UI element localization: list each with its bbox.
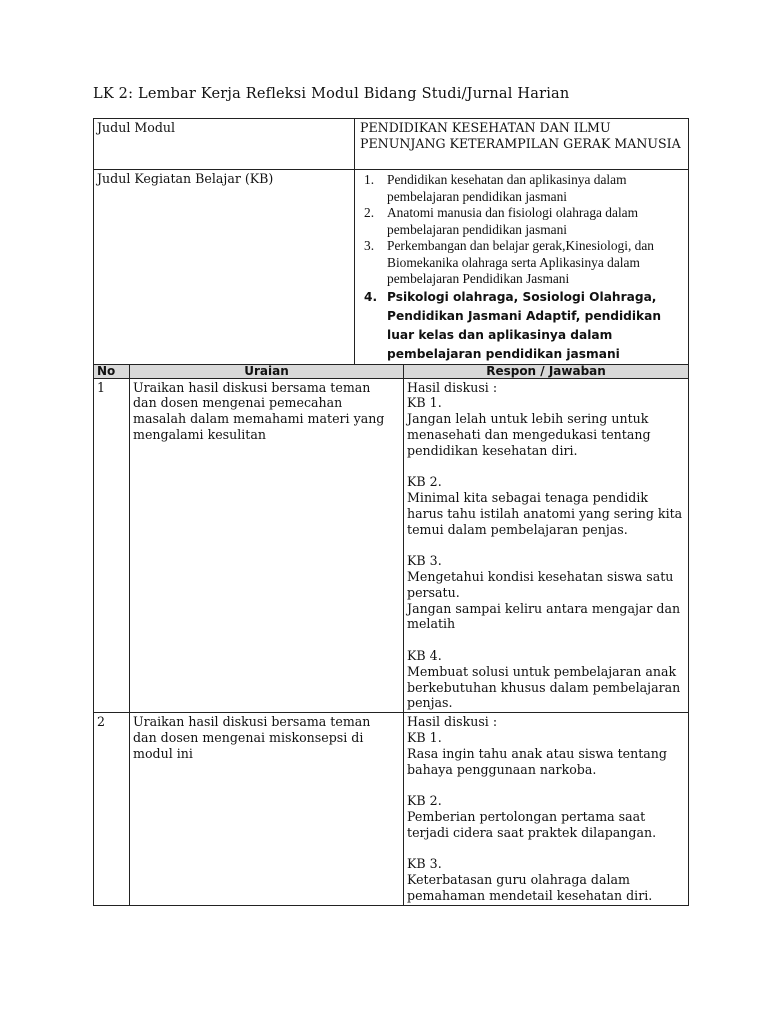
kb-label: KB 1. — [407, 730, 442, 746]
row-uraian: Uraikan hasil diskusi bersama teman dan dosen mengenai pemecahan masalah dalam memahami materi yang mengalami kesulitan — [130, 378, 404, 713]
row-respon — [404, 378, 689, 713]
respon-intro: Hasil diskusi : — [407, 379, 498, 395]
kb-text: Jangan lelah untuk lebih sering untuk menasehati dan mengedukasi tentang pendidikan kesehatan diri. — [407, 411, 651, 458]
activity-item-text: Perkembangan dan belajar gerak,Kinesiologi, dan Biomekanika olahraga serta Aplikasinya dalam pembelajaran Pendidikan Jasmani — [387, 238, 654, 286]
kb-label: KB 3. — [407, 553, 442, 569]
kb-text: Mengetahui kondisi kesehatan siswa satu persatu. — [407, 569, 674, 600]
activity-item-number: 3. — [364, 238, 375, 253]
kb-text: Pemberian pertolongan pertama saat terjadi cidera saat praktek dilapangan. — [407, 809, 657, 840]
activity-item-number: 4. — [364, 289, 378, 304]
activity-title-row — [94, 170, 689, 365]
document-title: LK 2: Lembar Kerja Refleksi Modul Bidang Studi/Jurnal Harian — [93, 86, 570, 102]
activity-item — [358, 288, 685, 364]
module-title-value: PENDIDIKAN KESEHATAN DAN ILMU PENUNJANG KETERAMPILAN GERAK MANUSIA — [355, 119, 689, 170]
table-row — [94, 378, 689, 713]
table-row — [94, 713, 689, 906]
activity-item-number: 2. — [364, 205, 375, 220]
kb-label: KB 3. — [407, 856, 442, 872]
activity-item-number: 1. — [364, 172, 375, 187]
kb-text: Rasa ingin tahu anak atau siswa tentang bahaya penggunaan narkoba. — [407, 745, 667, 777]
activity-item — [358, 205, 685, 238]
header-respon: Respon / Jawaban — [404, 364, 689, 378]
row-number: 1 — [94, 378, 130, 713]
activity-item — [358, 238, 685, 288]
kb-label: KB 1. — [407, 395, 442, 411]
kb-label: KB 2. — [407, 793, 442, 809]
kb-label: KB 4. — [407, 648, 442, 664]
activity-item — [358, 172, 685, 205]
row-number: 2 — [94, 713, 130, 906]
activity-item-text: Anatomi manusia dan fisiologi olahraga dalam pembelajaran pendidikan jasmani — [387, 205, 639, 237]
module-title-label: Judul Modul — [94, 119, 355, 170]
activity-item-text: Psikologi olahraga, Sosiologi Olahraga, Pendidikan Jasmani Adaptif, pendidikan luar kelas dan aplikasinya dalam pembelajaran pendidikan jasmani — [387, 289, 662, 361]
kb-text: Minimal kita sebagai tenaga pendidik harus tahu istilah anatomi yang sering kita temui dalam pembelajaran penjas. — [407, 490, 683, 537]
table-header-row — [94, 364, 689, 378]
activity-item-text: Pendidikan kesehatan dan aplikasinya dalam pembelajaran pendidikan jasmani — [387, 172, 627, 204]
header-uraian: Uraian — [130, 364, 404, 378]
row-respon — [404, 713, 689, 906]
respon-intro: Hasil diskusi : — [407, 714, 498, 730]
module-title-row — [94, 119, 689, 170]
kb-text: Jangan sampai keliru antara mengajar dan melatih — [407, 600, 681, 632]
kb-label: KB 2. — [407, 474, 442, 490]
row-uraian: Uraikan hasil diskusi bersama teman dan dosen mengenai miskonsepsi di modul ini — [130, 713, 404, 906]
kb-text: Membuat solusi untuk pembelajaran anak berkebutuhan khusus dalam pembelajaran penjas. — [407, 663, 681, 711]
reflection-table — [93, 118, 689, 906]
activity-title-label: Judul Kegiatan Belajar (KB) — [94, 170, 355, 365]
activity-list — [358, 172, 685, 364]
kb-text: Keterbatasan guru olahraga dalam pemahaman mendetail kesehatan diri. — [407, 872, 653, 903]
activity-list-cell — [355, 170, 689, 365]
header-no: No — [94, 364, 130, 378]
